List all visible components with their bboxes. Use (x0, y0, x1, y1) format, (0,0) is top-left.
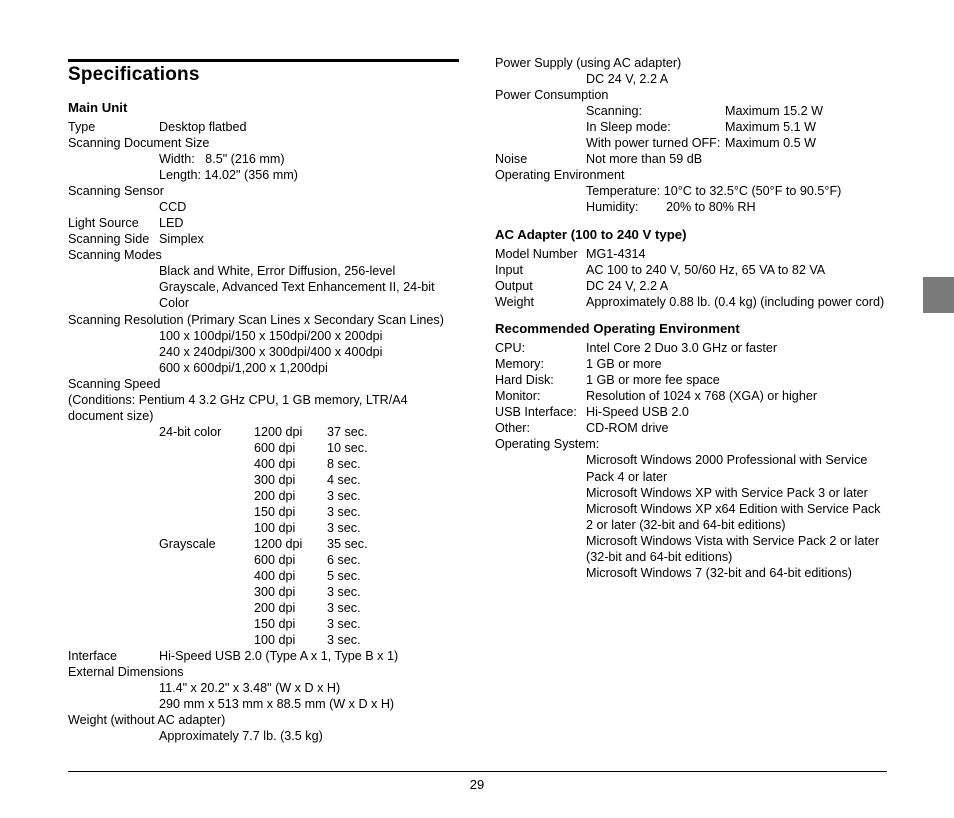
speed-sec: 5 sec. (327, 569, 361, 583)
usb-label: USB Interface: (495, 405, 577, 419)
speed-dpi: 300 dpi (254, 585, 296, 599)
os-line: Pack 4 or later (586, 470, 668, 484)
adapter-weight-label: Weight (495, 295, 534, 309)
speed-dpi: 1200 dpi (254, 425, 303, 439)
speed-sec: 3 sec. (327, 505, 361, 519)
ac-adapter-heading: AC Adapter (100 to 240 V type) (495, 227, 687, 242)
off-power-label: With power turned OFF: (586, 136, 721, 150)
speed-dpi: 400 dpi (254, 569, 296, 583)
os-line: Microsoft Windows XP with Service Pack 3 or later (586, 486, 868, 500)
speed-sec: 3 sec. (327, 585, 361, 599)
speed-dpi: 300 dpi (254, 473, 296, 487)
light-label: Light Source (68, 216, 139, 230)
model-label: Model Number (495, 247, 578, 261)
side-label: Scanning Side (68, 232, 150, 246)
speed-sec: 4 sec. (327, 473, 361, 487)
temperature: Temperature: 10°C to 32.5°C (50°F to 90.5°F) (586, 184, 842, 198)
speed-dpi: 600 dpi (254, 441, 296, 455)
disk-label: Hard Disk: (495, 373, 554, 387)
speed-dpi: 200 dpi (254, 489, 296, 503)
input-label: Input (495, 263, 524, 277)
speed-label: Scanning Speed (68, 377, 161, 391)
footer-rule (68, 771, 887, 772)
disk-value: 1 GB or more fee space (586, 373, 720, 387)
speed-sec: 35 sec. (327, 537, 368, 551)
light-value: LED (159, 216, 184, 230)
os-line: Microsoft Windows 7 (32-bit and 64-bit editions) (586, 566, 852, 580)
model-value: MG1-4314 (586, 247, 646, 261)
resolution-line-2: 240 x 240dpi/300 x 300dpi/400 x 400dpi (159, 345, 383, 359)
speed-dpi: 100 dpi (254, 521, 296, 535)
page-number: 29 (469, 777, 485, 792)
modes-line-2: Grayscale, Advanced Text Enhancement II, 24-bit (159, 280, 435, 294)
power-supply-label: Power Supply (using AC adapter) (495, 56, 682, 70)
sleep-power-value: Maximum 5.1 W (725, 120, 816, 134)
speed-dpi: 150 dpi (254, 617, 296, 631)
os-label: Operating System: (495, 437, 600, 451)
modes-line-3: Color (159, 296, 190, 310)
speed-sec: 6 sec. (327, 553, 361, 567)
scanning-power-label: Scanning: (586, 104, 643, 118)
output-label: Output (495, 279, 533, 293)
gray-mode-label: Grayscale (159, 537, 216, 551)
speed-dpi: 1200 dpi (254, 537, 303, 551)
noise-label: Noise (495, 152, 528, 166)
speed-sec: 3 sec. (327, 601, 361, 615)
monitor-label: Monitor: (495, 389, 541, 403)
dimensions-mm: 290 mm x 513 mm x 88.5 mm (W x D x H) (159, 697, 395, 711)
output-value: DC 24 V, 2.2 A (586, 279, 669, 293)
speed-sec: 8 sec. (327, 457, 361, 471)
weight-label: Weight (without AC adapter) (68, 713, 226, 727)
type-value: Desktop flatbed (159, 120, 247, 134)
input-value: AC 100 to 240 V, 50/60 Hz, 65 VA to 82 VA (586, 263, 826, 277)
color-mode-label: 24-bit color (159, 425, 222, 439)
memory-value: 1 GB or more (586, 357, 662, 371)
speed-dpi: 150 dpi (254, 505, 296, 519)
doc-width: Width: 8.5" (216 mm) (159, 152, 285, 166)
memory-label: Memory: (495, 357, 544, 371)
speed-sec: 3 sec. (327, 633, 361, 647)
humidity-value: 20% to 80% RH (666, 200, 756, 214)
page-title: Specifications (68, 64, 200, 85)
os-line: (32-bit and 64-bit editions) (586, 550, 733, 564)
dimensions-inches: 11.4" x 20.2" x 3.48" (W x D x H) (159, 681, 341, 695)
section-tab-marker (923, 277, 954, 313)
speed-sec: 3 sec. (327, 617, 361, 631)
cpu-label: CPU: (495, 341, 526, 355)
resolution-line-1: 100 x 100dpi/150 x 150dpi/200 x 200dpi (159, 329, 383, 343)
cpu-value: Intel Core 2 Duo 3.0 GHz or faster (586, 341, 778, 355)
doc-size-label: Scanning Document Size (68, 136, 210, 150)
power-supply-value: DC 24 V, 2.2 A (586, 72, 669, 86)
scanning-power-value: Maximum 15.2 W (725, 104, 823, 118)
dimensions-label: External Dimensions (68, 665, 184, 679)
noise-value: Not more than 59 dB (586, 152, 703, 166)
resolution-label: Scanning Resolution (Primary Scan Lines x Secondary Scan Lines) (68, 313, 444, 327)
os-line: Microsoft Windows XP x64 Edition with Service Pack (586, 502, 881, 516)
speed-sec: 37 sec. (327, 425, 368, 439)
recommended-env-heading: Recommended Operating Environment (495, 321, 740, 336)
speed-sec: 10 sec. (327, 441, 368, 455)
modes-line-1: Black and White, Error Diffusion, 256-level (159, 264, 396, 278)
operating-env-label: Operating Environment (495, 168, 625, 182)
title-rule (68, 59, 459, 62)
doc-length: Length: 14.02" (356 mm) (159, 168, 298, 182)
adapter-weight-value: Approximately 0.88 lb. (0.4 kg) (including power cord) (586, 295, 885, 309)
interface-label: Interface (68, 649, 118, 663)
main-unit-heading: Main Unit (68, 100, 128, 115)
side-value: Simplex (159, 232, 204, 246)
speed-sec: 3 sec. (327, 521, 361, 535)
speed-dpi: 100 dpi (254, 633, 296, 647)
speed-conditions-1: (Conditions: Pentium 4 3.2 GHz CPU, 1 GB memory, LTR/A4 (68, 393, 408, 407)
off-power-value: Maximum 0.5 W (725, 136, 816, 150)
humidity-label: Humidity: (586, 200, 639, 214)
other-value: CD-ROM drive (586, 421, 669, 435)
weight-value: Approximately 7.7 lb. (3.5 kg) (159, 729, 323, 743)
os-line: Microsoft Windows Vista with Service Pack 2 or later (586, 534, 880, 548)
os-line: 2 or later (32-bit and 64-bit editions) (586, 518, 786, 532)
speed-dpi: 600 dpi (254, 553, 296, 567)
os-line: Microsoft Windows 2000 Professional with Service (586, 453, 868, 467)
speed-sec: 3 sec. (327, 489, 361, 503)
speed-dpi: 200 dpi (254, 601, 296, 615)
modes-label: Scanning Modes (68, 248, 162, 262)
speed-dpi: 400 dpi (254, 457, 296, 471)
monitor-value: Resolution of 1024 x 768 (XGA) or higher (586, 389, 818, 403)
speed-conditions-2: document size) (68, 409, 154, 423)
sensor-label: Scanning Sensor (68, 184, 164, 198)
interface-value: Hi-Speed USB 2.0 (Type A x 1, Type B x 1) (159, 649, 399, 663)
power-consumption-label: Power Consumption (495, 88, 609, 102)
sensor-value: CCD (159, 200, 187, 214)
type-label: Type (68, 120, 96, 134)
resolution-line-3: 600 x 600dpi/1,200 x 1,200dpi (159, 361, 328, 375)
sleep-power-label: In Sleep mode: (586, 120, 671, 134)
other-label: Other: (495, 421, 530, 435)
usb-value: Hi-Speed USB 2.0 (586, 405, 689, 419)
